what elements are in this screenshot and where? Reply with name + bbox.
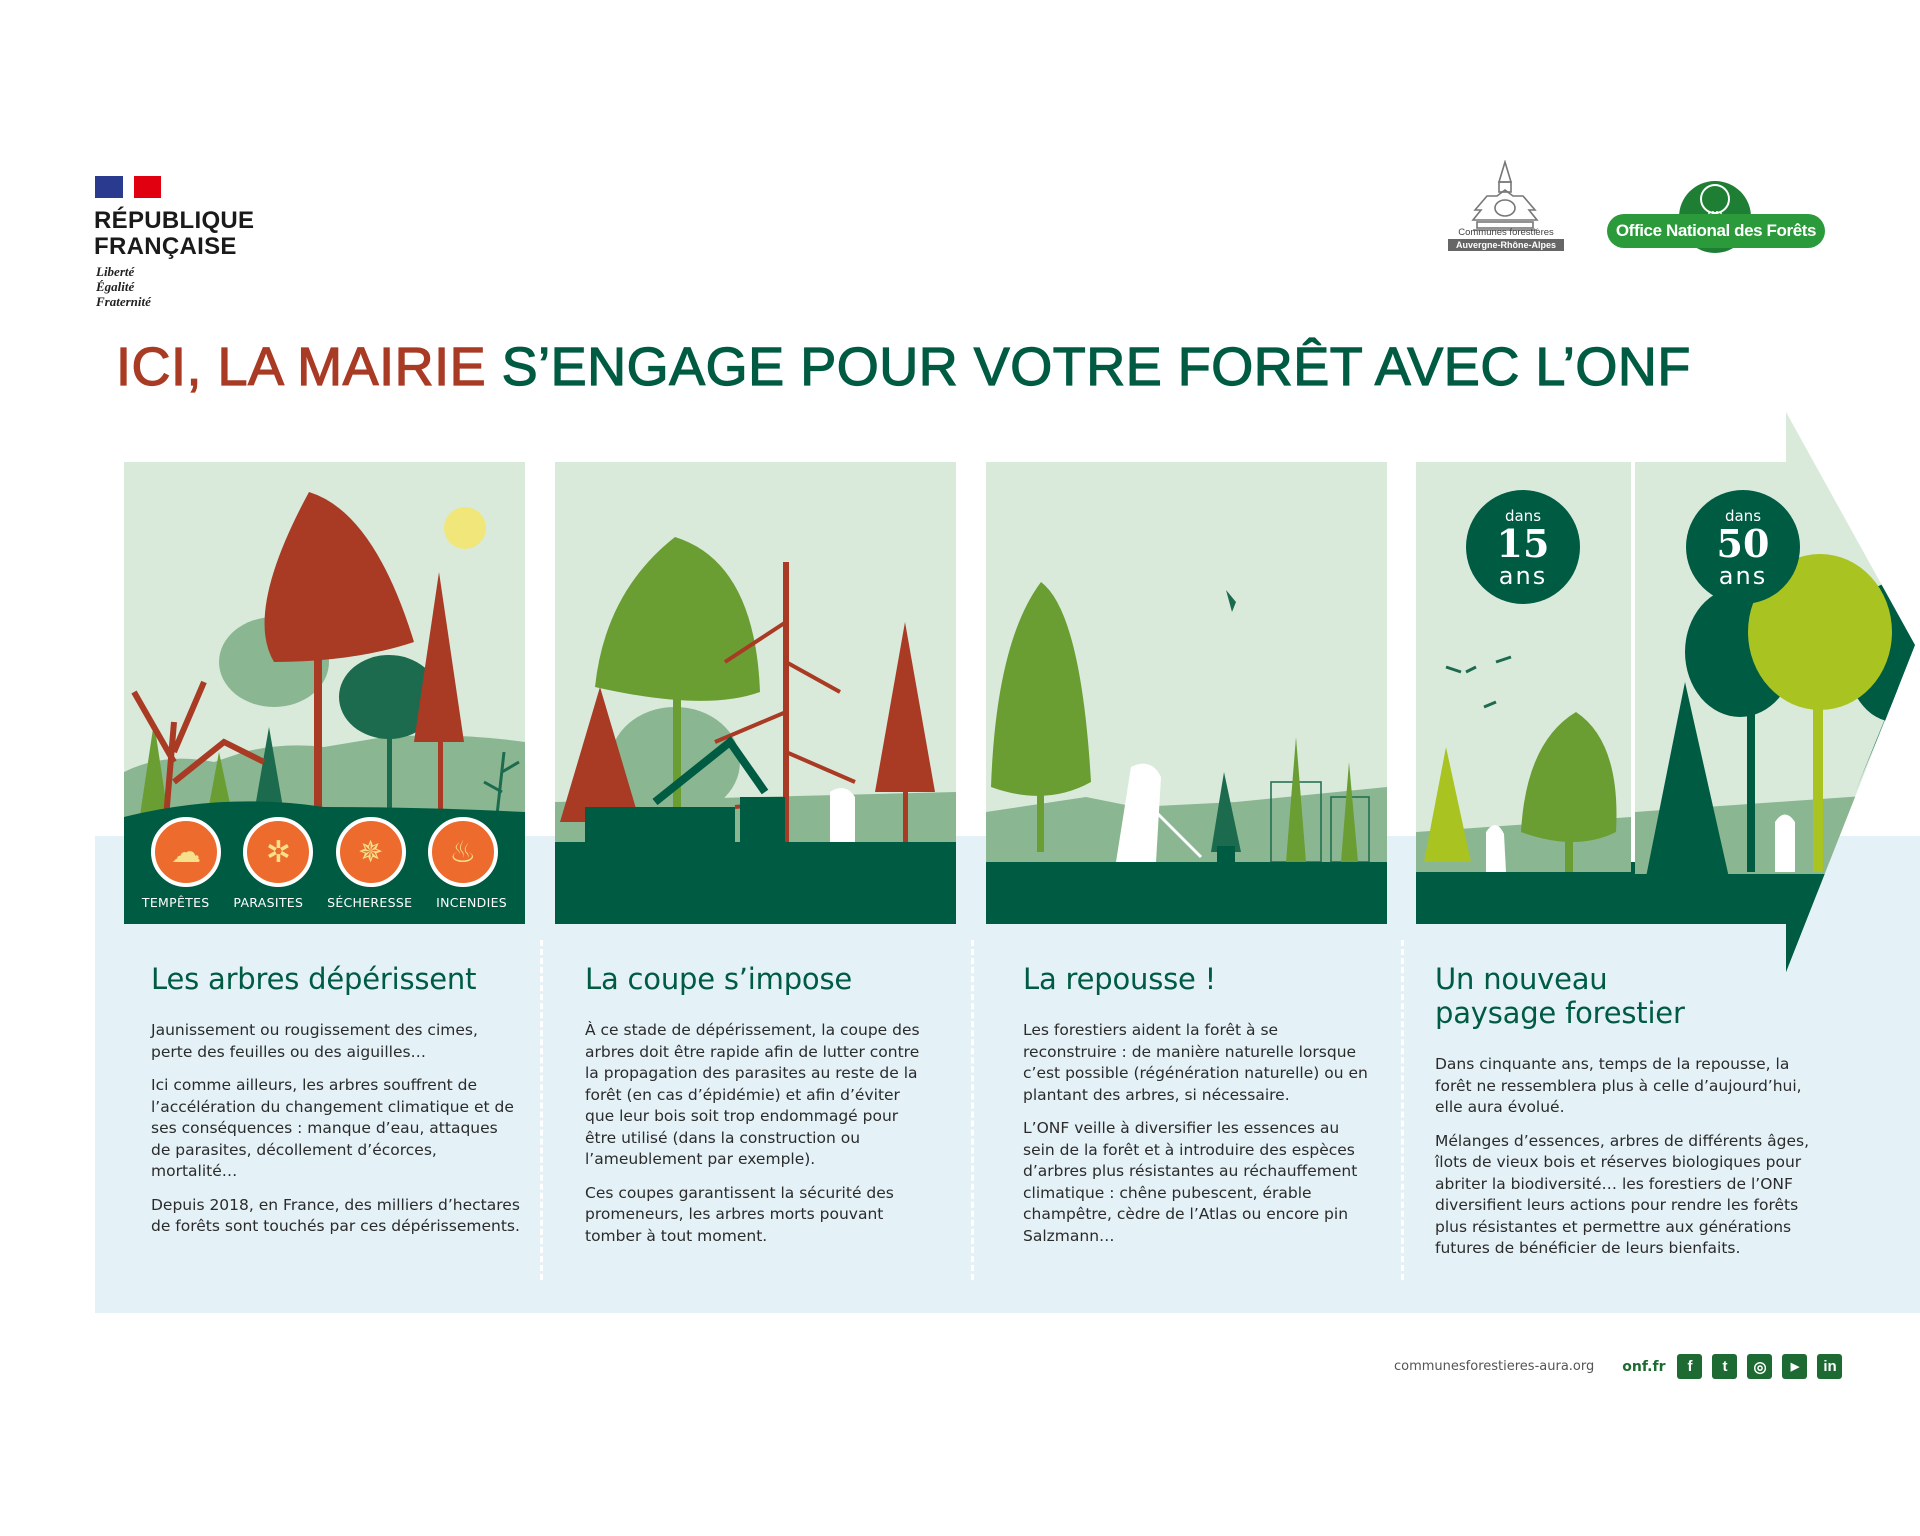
column-paragraph: Ici comme ailleurs, les arbres souffrent de l’accélération du changement climatique et de ses conséquences : manque d’eau, attaques de parasites, décollement d’écorces, mortalité… bbox=[151, 1076, 514, 1180]
page-title bbox=[116, 336, 1691, 398]
motto-fraternite: Fraternité bbox=[96, 294, 151, 309]
badge-number: 15 bbox=[1496, 521, 1550, 566]
threat-label-tempetes: TEMPÊTES bbox=[141, 895, 210, 910]
motto-liberte: Liberté bbox=[96, 264, 135, 279]
column-divider bbox=[540, 940, 543, 1280]
panel-regrowth-illustration bbox=[986, 462, 1387, 924]
linkedin-icon[interactable]: in bbox=[1817, 1354, 1842, 1379]
communes-line1: Communes forestières bbox=[1458, 227, 1554, 238]
fire-icon: ♨ bbox=[428, 817, 498, 887]
panel-dieback-illustration bbox=[124, 462, 525, 924]
bird-icon bbox=[1226, 590, 1236, 612]
column-paragraph: Ces coupes garantissent la sécurité des promeneurs, les arbres morts pouvant tomber à tout moment. bbox=[585, 1183, 894, 1245]
threat-icons-row bbox=[124, 817, 525, 887]
communes-forestieres-text bbox=[1448, 227, 1564, 251]
deer-figure bbox=[1775, 815, 1795, 873]
twitter-icon[interactable]: t bbox=[1712, 1354, 1737, 1379]
column-new-landscape bbox=[1435, 962, 1820, 1272]
threat-label-incendies: INCENDIES bbox=[436, 895, 508, 910]
title-mairie: ICI, LA MAIRIE bbox=[116, 337, 487, 397]
column-title: Les arbres dépérissent bbox=[151, 962, 477, 996]
column-paragraph: Mélanges d’essences, arbres de différents âges, îlots de vieux bois et réserves biologiques pour abriter la biodiversité… les forestiers de l’ONF diversifient leurs actions pour rendre les forêts plus résistantes et permettre aux générations futures de bénéficier de leurs bienfaits. bbox=[1435, 1131, 1810, 1257]
column-paragraph: Jaunissement ou rougissement des cimes, perte des feuilles ou des aiguilles… bbox=[151, 1021, 478, 1061]
sun-icon bbox=[444, 507, 486, 549]
instagram-icon[interactable]: ◎ bbox=[1747, 1354, 1772, 1379]
beetle-icon: ✲ bbox=[243, 817, 313, 887]
column-paragraph: À ce stade de dépérissement, la coupe des arbres doit être rapide afin de lutter contre la propagation des parasites au reste de la forêt (en cas d’épidémie) et afin d’éviter que leur bois soit trop endommagé pour être utilisé (dans la construction ou l’ameublement par exemple). bbox=[585, 1021, 920, 1168]
republique-flag-logo bbox=[95, 176, 161, 198]
column-paragraph: Depuis 2018, en France, des milliers d’hectares de forêts sont touchés par ces dépérissements. bbox=[151, 1195, 520, 1235]
badge-suffix: ans bbox=[1718, 562, 1768, 590]
column-divider bbox=[971, 940, 974, 1280]
panel-15-years-illustration bbox=[1416, 462, 1631, 924]
badge-suffix: ans bbox=[1498, 562, 1548, 590]
column-divider bbox=[1401, 940, 1404, 1280]
onf-website-link[interactable]: onf.fr bbox=[1622, 1358, 1666, 1375]
column-title: La coupe s’impose bbox=[585, 962, 853, 996]
column-paragraph: Les forestiers aident la forêt à se reconstruire : de manière naturelle lorsque c’est possible (régénération naturelle) ou en plantant des arbres, si nécessaire. bbox=[1023, 1021, 1368, 1104]
column-regrowth bbox=[1023, 962, 1368, 1259]
badge-15-years bbox=[1466, 490, 1580, 604]
republique-line2: FRANÇAISE bbox=[94, 233, 237, 260]
hiker-figure bbox=[1486, 825, 1506, 872]
column-paragraph: Dans cinquante ans, temps de la repousse, la forêt ne ressemblera plus à celle d’aujourd’hui, elle aura évolué. bbox=[1435, 1055, 1802, 1116]
footer-links bbox=[1394, 1354, 1842, 1379]
column-dieback bbox=[151, 962, 521, 1250]
panel-50-years-illustration bbox=[1635, 412, 1920, 972]
column-title: Un nouveau paysage forestier bbox=[1435, 962, 1685, 1030]
panel-felling-illustration bbox=[555, 462, 956, 924]
republique-line1: RÉPUBLIQUE bbox=[94, 207, 255, 234]
youtube-icon[interactable]: ▶ bbox=[1782, 1354, 1807, 1379]
column-title: La repousse ! bbox=[1023, 962, 1217, 996]
onf-logo-label: Office National des Forêts bbox=[1607, 214, 1825, 248]
column-paragraph: L’ONF veille à diversifier les essences au sein de la forêt et à introduire des espèces d’arbres plus résistantes au réchauffement climatique : chêne pubescent, érable champêtre, cèdre de l’Atlas ou encore pin Salzmann… bbox=[1023, 1119, 1358, 1245]
badge-prefix: dans bbox=[1504, 507, 1542, 525]
motto-egalite: Égalité bbox=[96, 279, 135, 294]
storm-icon: ☁ bbox=[151, 817, 221, 887]
facebook-icon[interactable]: f bbox=[1677, 1354, 1702, 1379]
republique-francaise-name bbox=[94, 208, 254, 260]
badge-prefix: dans bbox=[1724, 507, 1762, 525]
communes-line2: Auvergne-Rhône-Alpes bbox=[1448, 239, 1564, 251]
threat-labels-row bbox=[124, 895, 525, 910]
drought-icon: ✵ bbox=[336, 817, 406, 887]
communes-website-link[interactable]: communesforestieres-aura.org bbox=[1394, 1359, 1595, 1374]
threat-label-parasites: PARASITES bbox=[233, 895, 304, 910]
column-felling bbox=[585, 962, 930, 1259]
title-engagement: S’ENGAGE POUR VOTRE FORÊT AVEC L’ONF bbox=[501, 337, 1691, 397]
threat-label-secheresse: SÉCHERESSE bbox=[327, 895, 413, 910]
badge-50-years bbox=[1686, 490, 1800, 604]
badge-number: 50 bbox=[1716, 521, 1770, 566]
republique-motto bbox=[96, 264, 151, 309]
